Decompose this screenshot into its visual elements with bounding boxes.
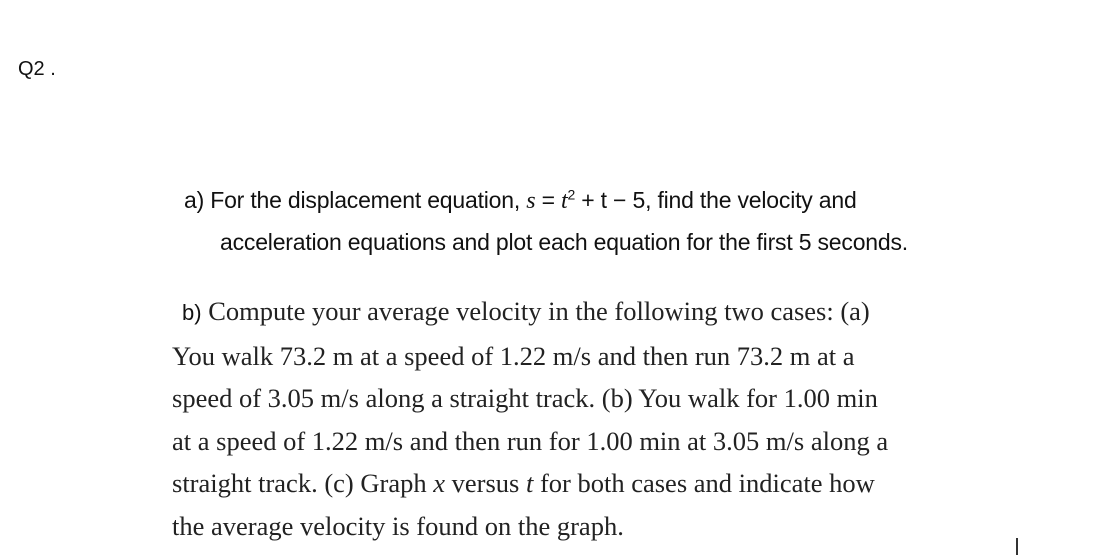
part-b-line-4: at a speed of 1.22 m/s and then run for 1.00 min at 3.05 m/s along a (172, 425, 889, 456)
part-b-line-5 (172, 462, 972, 505)
part-b-line-1 (172, 290, 972, 335)
part-a-text (184, 180, 984, 263)
part-b-line-2: You walk 73.2 m at a speed of 1.22 m/s and then run 73.2 m at a (172, 340, 855, 371)
part-a-line-1 (184, 180, 984, 222)
equation-equals: = (535, 187, 561, 213)
variable-x: x (433, 468, 445, 498)
part-b-line-5-b: versus (444, 468, 526, 498)
equation-rest: + t − 5 (575, 187, 646, 213)
equation-exponent: 2 (567, 186, 576, 203)
equation-t: t (561, 188, 568, 214)
question-number: Q2 . (18, 58, 56, 80)
variable-t: t (525, 468, 534, 498)
part-a-prefix: a) For the displacement equation, (184, 187, 527, 213)
part-b-line-1-text: Compute your average velocity in the following two cases: (a) (201, 296, 870, 326)
equation-s: s (526, 188, 536, 214)
part-b-line-5-c: for both cases and indicate how (533, 468, 875, 498)
part-a-suffix: , find the velocity and (645, 187, 857, 213)
part-b-text (172, 290, 972, 547)
part-b-label: b) (182, 300, 202, 325)
part-a-line-2: acceleration equations and plot each equation for the first 5 seconds. (220, 229, 908, 255)
part-b-line-3: speed of 3.05 m/s along a straight track. (b) You walk for 1.00 min (172, 383, 878, 413)
part-b-line-6: the average velocity is found on the graph. (172, 510, 624, 541)
text-cursor (1016, 538, 1018, 555)
part-b-line-5-a: straight track. (c) Graph (172, 468, 434, 498)
